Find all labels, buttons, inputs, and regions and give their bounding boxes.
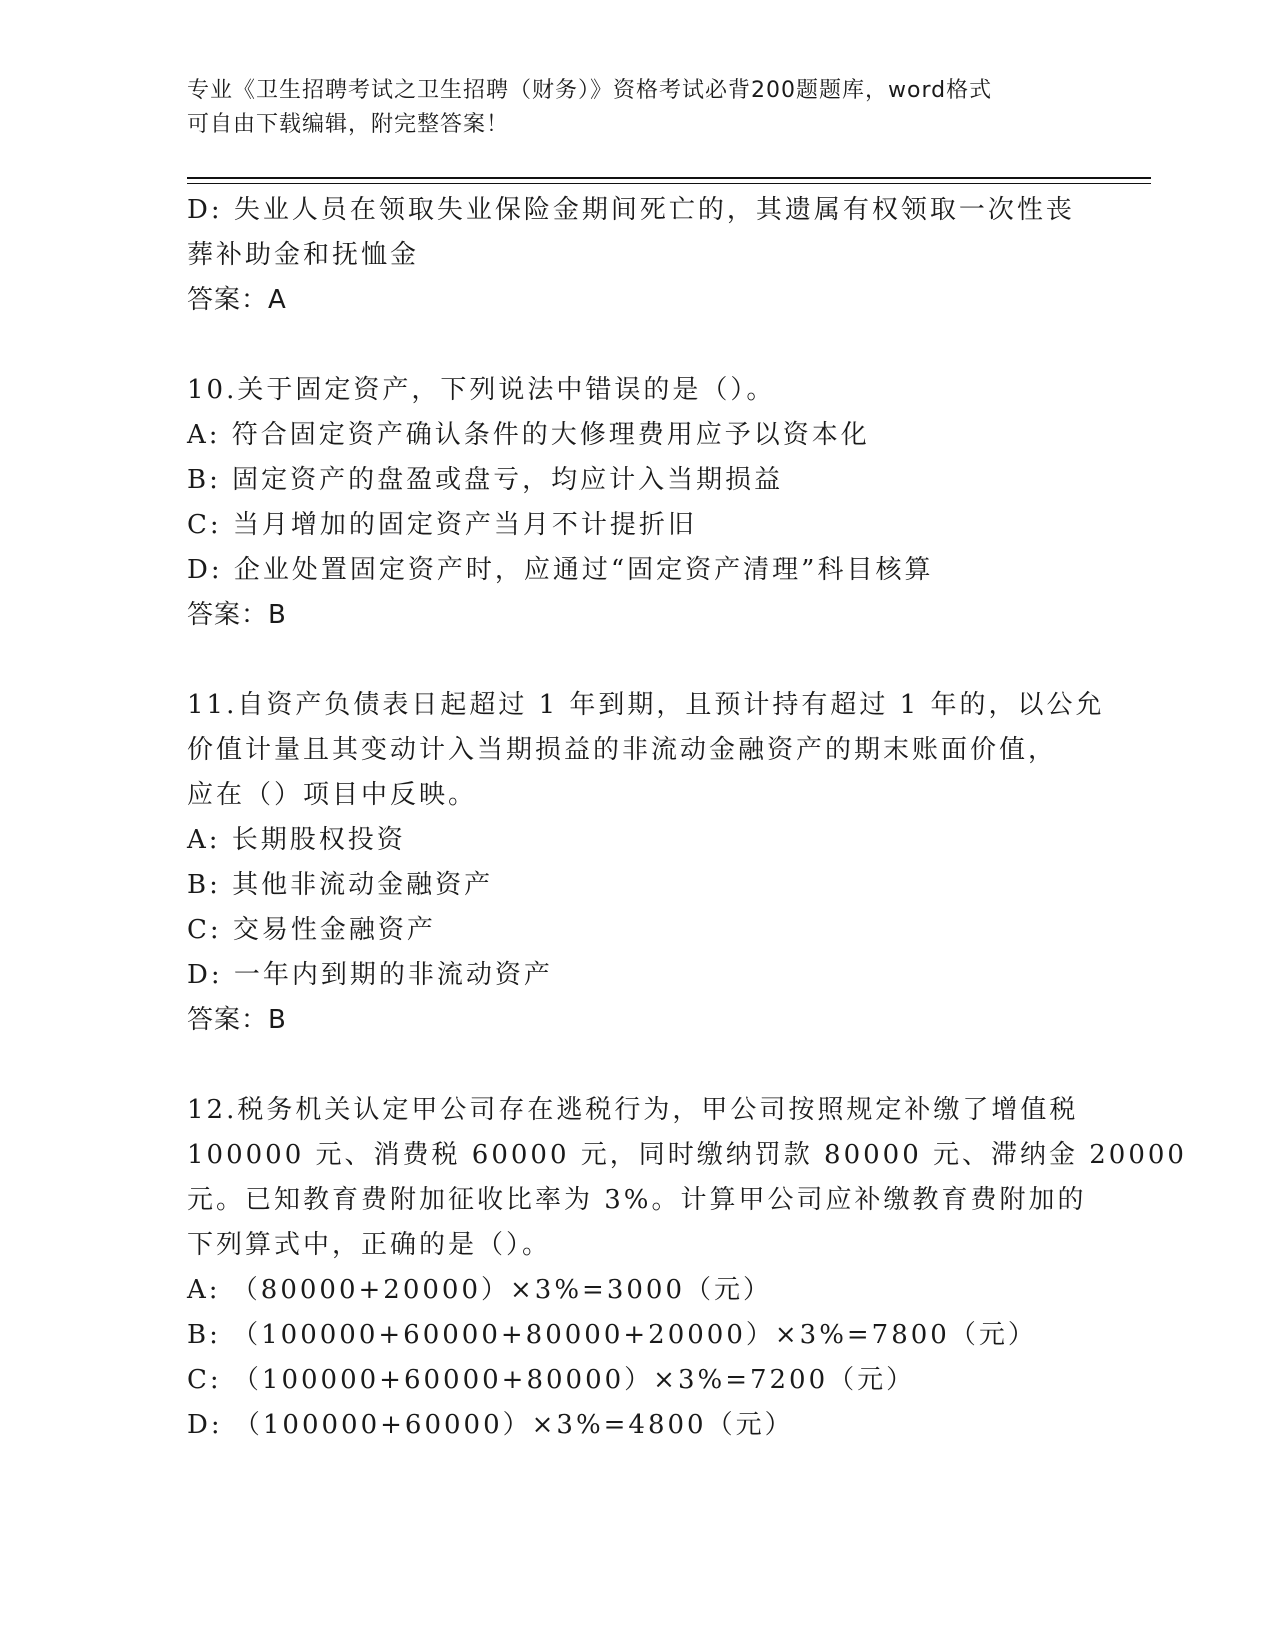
option-a: A: 长期股权投资 <box>187 825 406 855</box>
option-b: B: 其他非流动金融资产 <box>187 870 494 900</box>
answer-label: 答案：B <box>187 1005 287 1035</box>
question-stem-continued: 价值计量且其变动计入当期损益的非流动金融资产的期末账面价值， <box>187 735 1058 765</box>
option-c: C: 当月增加的固定资产当月不计提折旧 <box>187 510 697 540</box>
question-12 <box>187 1088 1187 1448</box>
option-d-continued: 葬补助金和抚恤金 <box>187 240 420 270</box>
option-a: A: 符合固定资产确认条件的大修理费用应予以资本化 <box>187 420 870 450</box>
option-c: C: 交易性金融资产 <box>187 915 436 945</box>
question-stem-continued: 下列算式中，正确的是（）。 <box>187 1230 552 1260</box>
header-divider-thin <box>187 183 1151 184</box>
header-divider-thick <box>187 177 1151 179</box>
option-c: C: （100000+60000+80000）×3%=7200（元） <box>187 1365 916 1395</box>
question-10 <box>187 368 1087 638</box>
option-d: D: （100000+60000）×3%=4800（元） <box>187 1410 794 1440</box>
question-stem: 11.自资产负债表日起超过 1 年到期，且预计持有超过 1 年的，以公允 <box>187 690 1105 720</box>
answer-label: 答案：B <box>187 600 287 630</box>
option-d: D: 一年内到期的非流动资产 <box>187 960 553 990</box>
option-a: A: （80000+20000）×3%=3000（元） <box>187 1275 772 1305</box>
option-d: D: 企业处置固定资产时，应通过“固定资产清理”科目核算 <box>187 555 934 585</box>
option-b: B: 固定资产的盘盈或盘亏，均应计入当期损益 <box>187 465 784 495</box>
question-stem-continued: 元。已知教育费附加征收比率为 3%。计算甲公司应补缴教育费附加的 <box>187 1185 1087 1215</box>
spacer <box>187 638 1087 683</box>
header-title-line-1: 专业《卫生招聘考试之卫生招聘（财务）》资格考试必背200题题库，word格式 <box>187 78 993 103</box>
answer-label: 答案：A <box>187 285 287 315</box>
document-header <box>187 74 1087 142</box>
question-stem: 10.关于固定资产，下列说法中错误的是（）。 <box>187 375 776 405</box>
option-b: B: （100000+60000+80000+20000）×3%=7800（元） <box>187 1320 1037 1350</box>
question-stem-continued: 100000 元、消费税 60000 元，同时缴纳罚款 80000 元、滞纳金 20000 <box>187 1140 1187 1170</box>
question-9 <box>187 188 1087 323</box>
question-stem: 12.税务机关认定甲公司存在逃税行为，甲公司按照规定补缴了增值税 <box>187 1095 1079 1125</box>
spacer <box>187 323 1087 368</box>
question-11 <box>187 683 1105 1043</box>
question-stem-continued: 应在（）项目中反映。 <box>187 780 478 810</box>
question-list <box>187 188 1187 1448</box>
header-title-line-2: 可自由下载编辑，附完整答案！ <box>187 112 510 137</box>
option-d: D: 失业人员在领取失业保险金期间死亡的，其遗属有权领取一次性丧 <box>187 195 1075 225</box>
spacer <box>187 1043 1087 1088</box>
